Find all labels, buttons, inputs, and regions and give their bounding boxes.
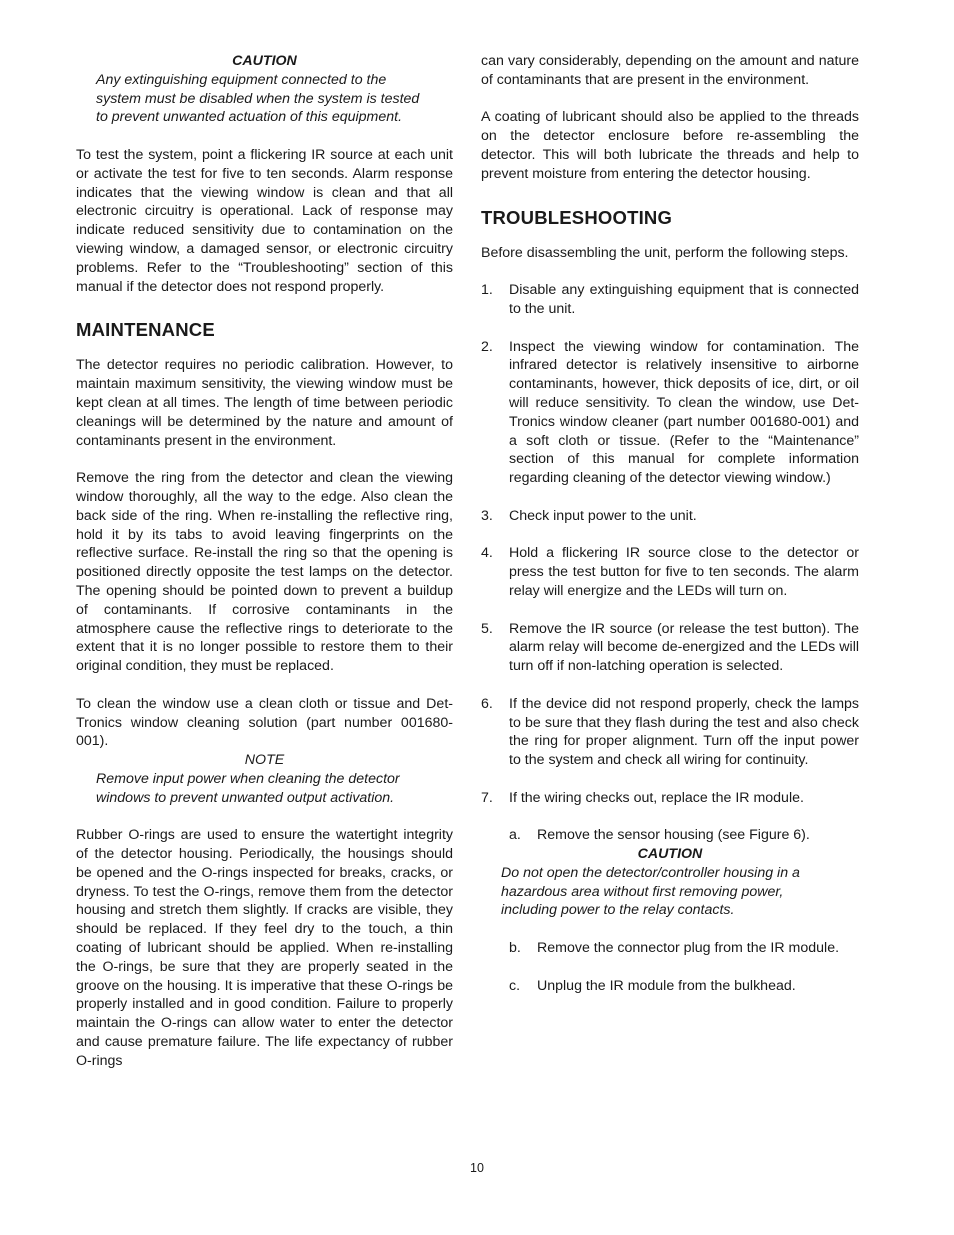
maintenance-paragraph-1: The detector requires no periodic calibration. However, to maintain maximum sensitivity, the viewing window must be kept clean at all times. The length of time between periodic cleanings will be determined by the nature and amount of contaminants present in the environment.: [76, 357, 453, 449]
substep-text: Remove the sensor housing (see Figure 6).: [537, 827, 810, 844]
step-item: [481, 338, 859, 488]
note-text: Remove input power when cleaning the detector windows to prevent unwanted output activation.: [96, 770, 400, 806]
step-number: 4.: [481, 545, 493, 562]
substep-item: [481, 826, 859, 845]
step-number: 5.: [481, 620, 493, 637]
step-item: [481, 789, 859, 808]
step-text: Check input power to the unit.: [509, 507, 697, 524]
step-item: [481, 695, 859, 770]
substep-letter: b.: [509, 940, 521, 957]
substeps-a: [481, 826, 859, 845]
troubleshooting-heading: TROUBLESHOOTING: [481, 206, 673, 228]
troubleshooting-intro: Before disassembling the unit, perform the following steps.: [481, 244, 849, 261]
lubricant-paragraph: A coating of lubricant should also be applied to the threads on the detector enclosure before re-assembling the detector. This will both lubricate the threads and help to prevent moisture from entering the detector housing.: [481, 109, 859, 182]
step-number: 2.: [481, 338, 493, 355]
oring-paragraph: Rubber O-rings are used to ensure the watertight integrity of the detector housing. Periodically, the housings should be opened and the O-rings inspected for breaks, cracks, or dryness. To test the O-rings, remove them from the detector housing and stretch them slightly. If cracks are visible, they should be replaced. If they feel dry to the touch, a thin coating of lubricant should be applied. When re-installing the O-rings, be sure that they are properly seated in the groove on the housing. It is imperative that these O-rings be properly installed and in good condition. Failure to properly maintain the O-rings can allow water to enter the detector and cause premature failure. The life expectancy of rubber O-rings: [76, 827, 453, 1069]
caution-title-2: CAUTION: [637, 846, 703, 863]
note-title: NOTE: [244, 752, 285, 769]
step-text: Hold a flickering IR source close to the detector or press the test button for five to ten seconds. The alarm relay will energize and the LEDs will turn on.: [509, 545, 859, 599]
right-column: [481, 52, 859, 995]
step-number: 7.: [481, 789, 493, 806]
step-text: Disable any extinguishing equipment that is connected to the unit.: [509, 282, 859, 317]
step-text: Inspect the viewing window for contamination. The infrared detector is relatively insensitive to airborne contaminants, however, thick deposits of ice, dirt, or oil will reduce sensitivity. To clean the window, use Det-Tronics window cleaner (part number 001680-001) and a soft cloth or tissue. (Refer to the “Maintenance” section of this manual for complete information regarding cleaning of the detector viewing window.): [509, 338, 859, 487]
step-number: 1.: [481, 282, 493, 299]
substep-letter: a.: [509, 827, 521, 844]
step-item: [481, 620, 859, 676]
step-text: If the device did not respond properly, check the lamps to be sure that they flash during the test and also check the ring for proper alignment. Turn off the input power to the system and check all wiring for continuity.: [509, 695, 859, 769]
step-item: [481, 544, 859, 600]
page-number: 10: [470, 1161, 484, 1175]
maintenance-heading: MAINTENANCE: [76, 319, 215, 341]
continuation-paragraph: can vary considerably, depending on the amount and nature of contaminants that are present in the environment.: [481, 53, 859, 88]
step-item: [481, 281, 859, 319]
step-number: 3.: [481, 507, 493, 524]
substep-letter: c.: [509, 977, 521, 994]
step-text: If the wiring checks out, replace the IR module.: [509, 789, 804, 806]
step-item: [481, 507, 859, 526]
substeps-bc: [481, 939, 859, 995]
left-column: [76, 52, 453, 1071]
step-text: Remove the IR source (or release the test button). The alarm relay will become de-energized and the LEDs will turn off if non-latching operation is selected.: [509, 620, 859, 675]
substep-item: [481, 939, 859, 958]
substep-item: [481, 977, 859, 996]
substep-text: Remove the connector plug from the IR module.: [537, 940, 840, 957]
maintenance-paragraph-2: Remove the ring from the detector and clean the viewing window thoroughly, all the way to the edge. Also clean the back side of the ring. When re-installing the reflective ring, hold it by its tabs to avoid leaving fingerprints on the reflective surface. Re-install the ring so that the opening is positioned directly opposite the test lamps on the detector. The opening should be pointed down to prevent a buildup of contaminants. If corrosive contaminants in the atmosphere cause the reflective rings to deteriorate to the extent that it is no longer possible to restore them to their original condition, they must be replaced.: [76, 470, 453, 675]
caution-text: Any extinguishing equipment connected to the system must be disabled when the system is tested to prevent unwanted actuation of this equipment.: [96, 71, 420, 126]
substep-text: Unplug the IR module from the bulkhead.: [537, 977, 796, 994]
caution-text-2: Do not open the detector/controller housing in a hazardous area without first removing power, including power to the relay contacts.: [501, 864, 800, 919]
maintenance-paragraph-3: To clean the window use a clean cloth or tissue and Det-Tronics window cleaning solution (part number 001680-001).: [76, 695, 453, 750]
step-number: 6.: [481, 695, 493, 712]
troubleshooting-steps: [481, 281, 859, 807]
caution-title: CAUTION: [232, 53, 297, 69]
test-paragraph: To test the system, point a flickering IR source at each unit or activate the test for five to ten seconds. Alarm response indicates that the viewing window is clean and that all electronic circuitry is operational. Lack of response may indicate reduced sensitivity due to contamination on the viewing window, a damaged sensor, or electronic circuitry problems. Refer to the “Troubleshooting” section of this manual if the detector does not respond properly.: [76, 146, 453, 295]
